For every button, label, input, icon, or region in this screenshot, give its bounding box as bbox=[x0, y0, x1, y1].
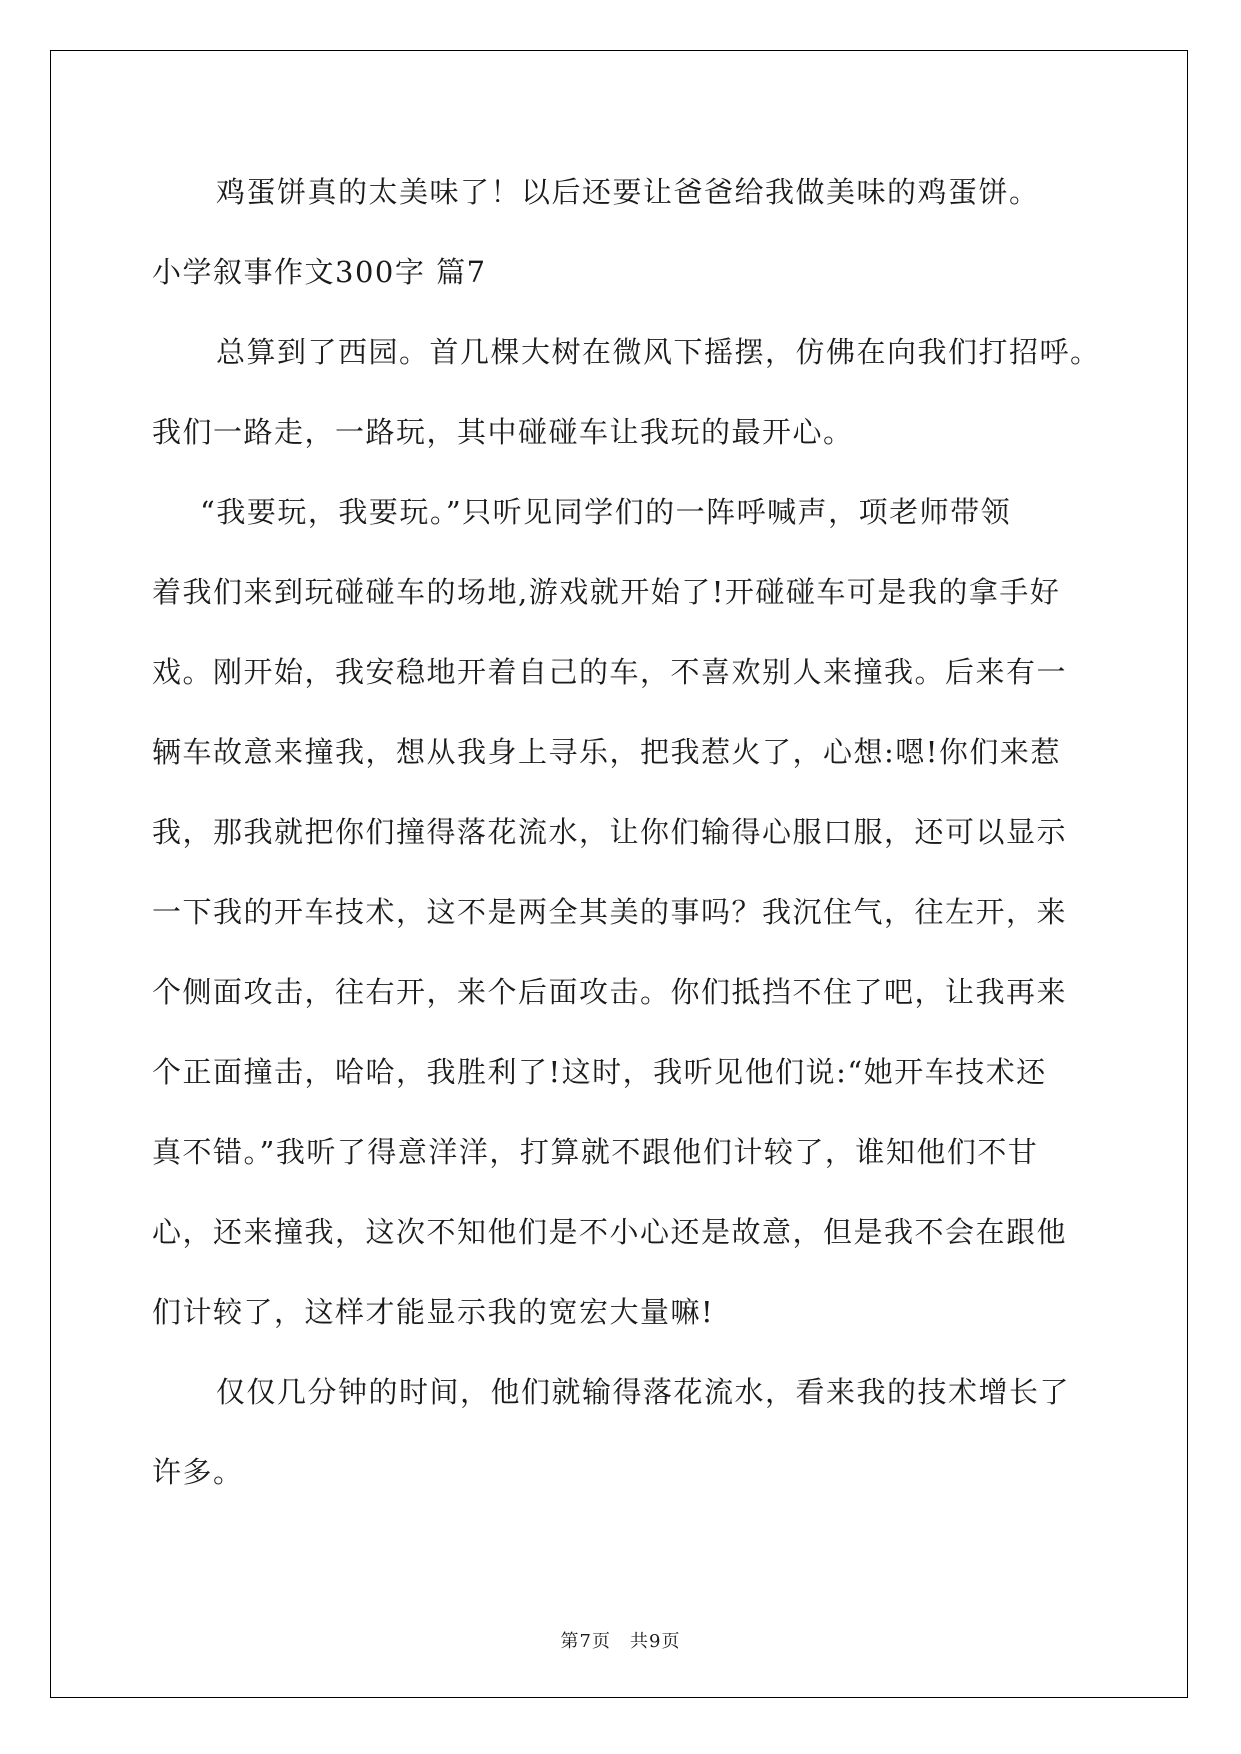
paragraph-line: 我，那我就把你们撞得落花流水，让你们输得心服口服，还可以显示 bbox=[152, 815, 1068, 849]
paragraph-line: 许多。 bbox=[152, 1455, 244, 1489]
section-heading: 小学叙事作文300字 篇7 bbox=[152, 255, 487, 289]
paragraph-line: “我要玩，我要玩。”只听见同学们的一阵呼喊声，项老师带领 bbox=[200, 495, 1012, 529]
page-number-footer: 第7页 共9页 bbox=[560, 1631, 681, 1652]
page-border bbox=[50, 50, 1188, 1698]
paragraph-line: 着我们来到玩碰碰车的场地,游戏就开始了!开碰碰车可是我的拿手好 bbox=[152, 575, 1061, 609]
paragraph-line: 真不错。”我听了得意洋洋，打算就不跟他们计较了，谁知他们不甘 bbox=[152, 1135, 1039, 1169]
paragraph-line: 戏。刚开始，我安稳地开着自己的车，不喜欢别人来撞我。后来有一 bbox=[152, 655, 1068, 689]
paragraph-line: 总算到了西园。首几棵大树在微风下摇摆，仿佛在向我们打招呼。 bbox=[216, 335, 1101, 369]
paragraph-line: 一下我的开车技术，这不是两全其美的事吗？我沉住气，往左开，来 bbox=[152, 895, 1068, 929]
paragraph-line: 我们一路走，一路玩，其中碰碰车让我玩的最开心。 bbox=[152, 415, 854, 449]
paragraph-line: 仅仅几分钟的时间，他们就输得落花流水，看来我的技术增长了 bbox=[216, 1375, 1071, 1409]
paragraph-line: 个侧面攻击，往右开，来个后面攻击。你们抵挡不住了吧，让我再来 bbox=[152, 975, 1068, 1009]
paragraph-line: 个正面撞击，哈哈，我胜利了!这时，我听见他们说:“她开车技术还 bbox=[152, 1055, 1047, 1089]
paragraph-line: 辆车故意来撞我，想从我身上寻乐，把我惹火了，心想:嗯!你们来惹 bbox=[152, 735, 1061, 769]
paragraph-line: 心，还来撞我，这次不知他们是不小心还是故意，但是我不会在跟他 bbox=[152, 1215, 1068, 1249]
paragraph-line: 们计较了，这样才能显示我的宽宏大量嘛! bbox=[152, 1295, 715, 1329]
paragraph-line: 鸡蛋饼真的太美味了！以后还要让爸爸给我做美味的鸡蛋饼。 bbox=[216, 175, 1040, 209]
